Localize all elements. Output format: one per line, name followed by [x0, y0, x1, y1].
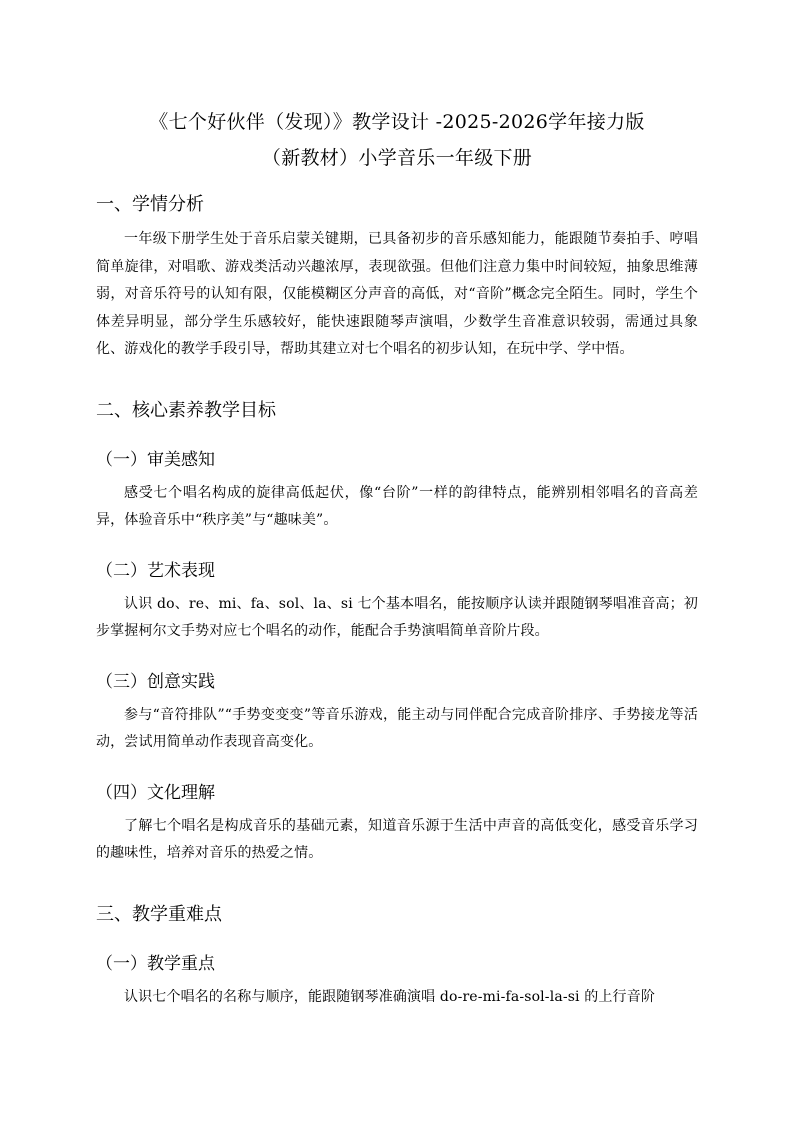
section-spacer	[96, 364, 698, 382]
subsection-paragraph-teaching-focus: 认识七个唱名的名称与顺序，能跟随钢琴准确演唱 do-re-mi-fa-sol-la-si 的上行音阶	[124, 988, 656, 1005]
section-heading-learning-analysis: 一、学情分析	[96, 194, 204, 215]
subsection-paragraph-cultural-understanding: 了解七个唱名是构成音乐的基础元素，知道音乐源于生活中声音的高低变化，感受音乐学习的趣味性，培养对音乐的热爱之情。	[96, 817, 698, 861]
subsection-heading-aesthetic-perception: （一）审美感知	[96, 449, 215, 470]
subsection-paragraph-creative-practice: 参与“音符排队”“手势变变变”等音乐游戏，能主动与同伴配合完成音阶排序、手势接龙等活动，尝试用简单动作表现音高变化。	[96, 706, 698, 750]
section-paragraph-learning-analysis: 一年级下册学生处于音乐启蒙关键期，已具备初步的音乐感知能力，能跟随节奏拍手、哼唱简单旋律，对唱歌、游戏类活动兴趣浓厚，表现欲强。但他们注意力集中时间较短，抽象思维薄弱，对音乐符号的认知有限，仅能模糊区分声音的高低，对“音阶”概念完全陌生。同时，学生个体差异明显，部分学生乐感较好，能快速跟随琴声演唱，少数学生音准意识较弱，需通过具象化、游戏化的教学手段引导，帮助其建立对七个唱名的初步认知，在玩中学、学中悟。	[96, 231, 698, 357]
section-heading-key-difficulties: 三、教学重难点	[96, 903, 222, 925]
subsection-heading-teaching-focus: （一）教学重点	[96, 953, 215, 974]
subsection-paragraph-artistic-expression: 认识 do、re、mi、fa、sol、la、si 七个基本唱名，能按顺序认读并跟随钢琴唱准音高；初步掌握柯尔文手势对应七个唱名的动作，能配合手势演唱简单音阶片段。	[96, 595, 698, 639]
subsection-heading-cultural-understanding: （四）文化理解	[96, 782, 215, 803]
document-title-line1: 《七个好伙伴（发现）》教学设计 -2025-2026学年接力版	[149, 111, 645, 133]
subsection-heading-creative-practice: （三）创意实践	[96, 671, 215, 692]
section-spacer	[96, 868, 698, 886]
section-heading-core-objectives: 二、核心素养教学目标	[96, 399, 276, 421]
subsection-heading-artistic-expression: （二）艺术表现	[96, 560, 215, 581]
document-title-line2: （新教材）小学音乐一年级下册	[261, 147, 533, 169]
subsection-paragraph-aesthetic-perception: 感受七个唱名构成的旋律高低起伏，像“台阶”一样的韵律特点，能辨别相邻唱名的音高差异，体验音乐中“秩序美”与“趣味美”。	[96, 484, 698, 528]
